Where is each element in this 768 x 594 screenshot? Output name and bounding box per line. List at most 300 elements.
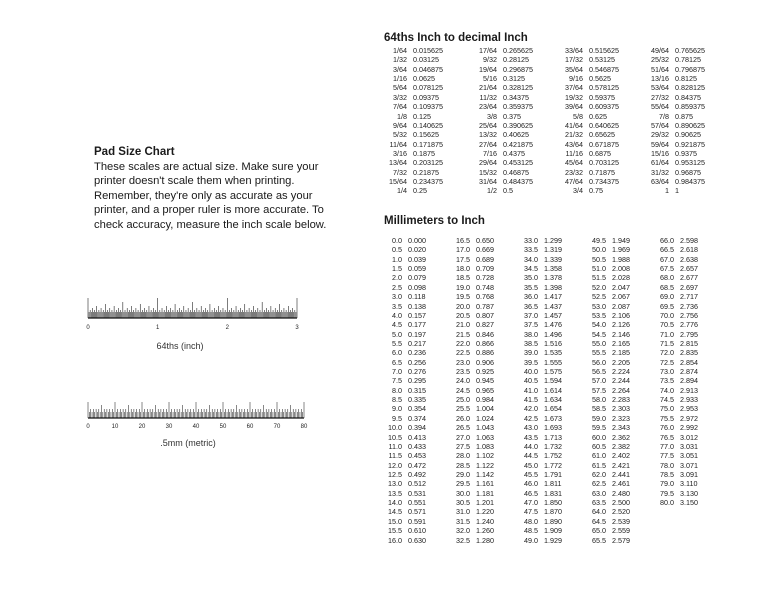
table-row [658, 376, 698, 385]
row-value: 2.303 [612, 404, 630, 414]
table-row [562, 74, 619, 83]
row-value: 1.083 [476, 441, 494, 451]
table-row [590, 470, 630, 479]
table-row [590, 302, 630, 311]
row-value: 3.091 [680, 469, 698, 479]
row-value: 1.772 [544, 460, 562, 470]
row-value: 0.709 [476, 264, 494, 274]
table-row [522, 386, 562, 395]
row-key: 52.0 [592, 282, 606, 292]
row-value: 0.4375 [503, 148, 525, 158]
table-row [648, 55, 705, 64]
row-key: 53.0 [592, 301, 606, 311]
row-key: 13.5 [388, 488, 402, 498]
metric-ruler [84, 400, 314, 432]
row-key: 3.0 [392, 292, 402, 302]
table-row [590, 442, 630, 451]
row-key: 47/64 [565, 177, 583, 187]
table-row [522, 395, 562, 404]
row-key: 19.0 [456, 282, 470, 292]
row-value: 3.012 [680, 432, 698, 442]
table-row [522, 489, 562, 498]
row-value: 0.046875 [413, 64, 443, 74]
mm-table-column [522, 236, 562, 545]
row-value: 0.236 [408, 348, 426, 358]
table-row [386, 140, 443, 149]
table-row [590, 498, 630, 507]
row-value: 0.421875 [503, 139, 533, 149]
row-value: 0.90625 [675, 130, 701, 140]
row-key: 40.5 [524, 376, 538, 386]
table-row [562, 158, 619, 167]
row-value: 2.598 [680, 236, 698, 245]
row-value: 1.732 [544, 441, 562, 451]
row-key: 42.5 [524, 413, 538, 423]
row-value: 0.965 [476, 385, 494, 395]
row-key: 74.0 [660, 385, 674, 395]
row-value: 0.630 [408, 535, 426, 545]
row-value: 1.831 [544, 488, 562, 498]
table-row [386, 358, 426, 367]
row-key: 40.0 [524, 367, 538, 377]
table-row [454, 517, 494, 526]
row-value: 2.047 [612, 282, 630, 292]
row-value: 0.625 [589, 111, 607, 121]
row-key: 65.0 [592, 526, 606, 536]
ruler-tick-label: 10 [111, 424, 119, 430]
row-value: 3.051 [680, 451, 698, 461]
row-key: 7/8 [659, 111, 669, 121]
table-row [386, 302, 426, 311]
row-value: 0.020 [408, 245, 426, 255]
row-value: 1.594 [544, 376, 562, 386]
row-key: 30.5 [456, 498, 470, 508]
row-value: 0.866 [476, 338, 494, 348]
table-row [386, 498, 426, 507]
row-key: 25/64 [479, 120, 497, 130]
table-row [454, 507, 494, 516]
row-value: 0.768 [476, 292, 494, 302]
table-row [454, 404, 494, 413]
table-row [386, 168, 443, 177]
row-key: 53/64 [651, 83, 669, 93]
row-value: 0.413 [408, 432, 426, 442]
row-key: 34.0 [524, 254, 538, 264]
row-key: 66.5 [660, 245, 674, 255]
row-key: 59.0 [592, 413, 606, 423]
table-row [658, 320, 698, 329]
table-row [522, 414, 562, 423]
row-value: 2.776 [680, 320, 698, 330]
row-key: 9/16 [569, 74, 583, 84]
row-key: 0.5 [392, 245, 402, 255]
table-row [476, 158, 533, 167]
row-key: 7/32 [393, 167, 407, 177]
row-value: 1.929 [544, 535, 562, 545]
row-key: 62.5 [592, 479, 606, 489]
row-key: 15/32 [479, 167, 497, 177]
table-row [590, 433, 630, 442]
table-row [562, 55, 619, 64]
table-row [590, 517, 630, 526]
table-row [562, 65, 619, 74]
row-value: 2.835 [680, 348, 698, 358]
ruler-tick-label: 70 [273, 424, 281, 430]
table-row [386, 46, 443, 55]
table-row [648, 140, 705, 149]
row-key: 60.5 [592, 441, 606, 451]
fraction-table-title: 64ths Inch to decimal Inch [384, 32, 528, 44]
table-row [476, 149, 533, 158]
table-row [658, 330, 698, 339]
row-key: 11/32 [479, 92, 497, 102]
row-key: 69.5 [660, 301, 674, 311]
row-key: 16.0 [388, 535, 402, 545]
row-key: 1 [665, 186, 669, 196]
table-row [562, 112, 619, 121]
row-key: 3/32 [393, 92, 407, 102]
table-row [522, 498, 562, 507]
row-key: 20.0 [456, 301, 470, 311]
ruler-tick-label: 0 [86, 424, 90, 430]
row-value: 0.875 [675, 111, 693, 121]
row-value: 2.146 [612, 329, 630, 339]
row-value: 2.008 [612, 264, 630, 274]
table-row [522, 507, 562, 516]
row-value: 2.185 [612, 348, 630, 358]
row-key: 18.0 [456, 264, 470, 274]
row-value: 0.394 [408, 423, 426, 433]
row-key: 47.5 [524, 507, 538, 517]
row-key: 31/32 [651, 167, 669, 177]
row-value: 0.984375 [675, 177, 705, 187]
row-key: 45/64 [565, 158, 583, 168]
row-key: 66.0 [660, 236, 674, 245]
row-value: 0.650 [476, 236, 494, 245]
table-row [386, 112, 443, 121]
row-value: 0.203125 [413, 158, 443, 168]
row-key: 54.0 [592, 320, 606, 330]
table-row [386, 442, 426, 451]
row-value: 3.150 [680, 498, 698, 508]
table-row [658, 358, 698, 367]
row-value: 1.890 [544, 516, 562, 526]
table-row [590, 423, 630, 432]
row-key: 24.0 [456, 376, 470, 386]
table-row [590, 358, 630, 367]
table-row [454, 423, 494, 432]
table-row [454, 489, 494, 498]
pad-size-title: Pad Size Chart [94, 146, 175, 158]
row-value: 2.559 [612, 526, 630, 536]
row-key: 46.0 [524, 479, 538, 489]
row-key: 29.0 [456, 469, 470, 479]
row-key: 38.5 [524, 338, 538, 348]
table-row [386, 404, 426, 413]
table-row [454, 330, 494, 339]
row-key: 27/32 [651, 92, 669, 102]
row-key: 61/64 [651, 158, 669, 168]
table-row [386, 65, 443, 74]
row-key: 76.5 [660, 432, 674, 442]
table-row [386, 273, 426, 282]
table-row [454, 376, 494, 385]
table-row [590, 526, 630, 535]
table-row [454, 451, 494, 460]
table-row [386, 433, 426, 442]
table-row [386, 414, 426, 423]
row-key: 72.0 [660, 348, 674, 358]
row-key: 16.5 [456, 236, 470, 245]
fraction-table-column [562, 46, 619, 196]
row-value: 2.579 [612, 535, 630, 545]
ruler-tick-label: 3 [295, 325, 299, 331]
mm-table-column [454, 236, 494, 545]
row-value: 0.079 [408, 273, 426, 283]
table-row [658, 395, 698, 404]
row-key: 8.0 [392, 385, 402, 395]
row-key: 29.5 [456, 479, 470, 489]
table-row [590, 330, 630, 339]
row-key: 37.0 [524, 310, 538, 320]
row-value: 2.264 [612, 385, 630, 395]
row-value: 1.339 [544, 254, 562, 264]
row-key: 52.5 [592, 292, 606, 302]
row-value: 0.34375 [503, 92, 529, 102]
row-value: 0.765625 [675, 46, 705, 55]
table-row [386, 55, 443, 64]
row-key: 26.0 [456, 413, 470, 423]
row-value: 0.886 [476, 348, 494, 358]
table-row [454, 264, 494, 273]
row-value: 1.673 [544, 413, 562, 423]
row-value: 2.815 [680, 338, 698, 348]
row-value: 1.102 [476, 451, 494, 461]
row-value: 0.140625 [413, 120, 443, 130]
row-key: 46.5 [524, 488, 538, 498]
table-row [658, 404, 698, 413]
row-value: 2.362 [612, 432, 630, 442]
row-key: 71.5 [660, 338, 674, 348]
table-row [590, 461, 630, 470]
row-key: 11.0 [388, 441, 402, 451]
row-key: 13/16 [651, 74, 669, 84]
ruler-tick-label: 0 [86, 325, 90, 331]
row-key: 41.5 [524, 395, 538, 405]
table-row [562, 102, 619, 111]
table-row [590, 273, 630, 282]
table-row [386, 489, 426, 498]
table-row [454, 479, 494, 488]
row-key: 44.5 [524, 451, 538, 461]
row-value: 1.201 [476, 498, 494, 508]
row-key: 22.0 [456, 338, 470, 348]
fraction-table [386, 46, 766, 198]
table-row [648, 121, 705, 130]
row-value: 0.296875 [503, 64, 533, 74]
row-key: 78.0 [660, 460, 674, 470]
row-value: 0.1875 [413, 148, 435, 158]
row-key: 11/64 [389, 139, 407, 149]
row-key: 68.0 [660, 273, 674, 283]
table-row [386, 236, 426, 245]
table-row [386, 292, 426, 301]
table-row [590, 414, 630, 423]
table-row [522, 536, 562, 545]
table-row [386, 74, 443, 83]
table-row [386, 451, 426, 460]
row-value: 1.358 [544, 264, 562, 274]
row-key: 3.5 [392, 301, 402, 311]
row-value: 0.5625 [589, 74, 611, 84]
row-key: 43/64 [565, 139, 583, 149]
table-row [590, 348, 630, 357]
row-key: 2.0 [392, 273, 402, 283]
table-row [658, 367, 698, 376]
row-key: 38.0 [524, 329, 538, 339]
table-row [658, 292, 698, 301]
row-value: 1.634 [544, 395, 562, 405]
row-value: 0.75 [589, 186, 603, 196]
row-key: 51.5 [592, 273, 606, 283]
row-value: 0.921875 [675, 139, 705, 149]
row-key: 31.0 [456, 507, 470, 517]
row-value: 1.240 [476, 516, 494, 526]
row-key: 43.5 [524, 432, 538, 442]
row-key: 73.5 [660, 376, 674, 386]
table-row [522, 423, 562, 432]
row-key: 15/16 [651, 148, 669, 158]
table-row [386, 255, 426, 264]
row-key: 37.5 [524, 320, 538, 330]
row-key: 43.0 [524, 423, 538, 433]
table-row [648, 177, 705, 186]
table-row [562, 46, 619, 55]
table-row [562, 140, 619, 149]
table-row [590, 245, 630, 254]
table-row [522, 461, 562, 470]
row-value: 0.315 [408, 385, 426, 395]
row-key: 28.5 [456, 460, 470, 470]
row-value: 0.669 [476, 245, 494, 255]
table-row [454, 348, 494, 357]
table-row [522, 292, 562, 301]
row-key: 61.0 [592, 451, 606, 461]
ruler-tick-label: 20 [138, 424, 146, 430]
row-key: 61.5 [592, 460, 606, 470]
row-value: 1.850 [544, 498, 562, 508]
row-key: 3/8 [487, 111, 497, 121]
row-value: 0.25 [413, 186, 427, 196]
row-value: 0.640625 [589, 120, 619, 130]
row-key: 1/8 [397, 111, 407, 121]
table-row [454, 292, 494, 301]
table-row [658, 302, 698, 311]
row-key: 64.0 [592, 507, 606, 517]
row-key: 20.5 [456, 310, 470, 320]
table-row [590, 320, 630, 329]
mm-table [386, 236, 766, 548]
table-row [522, 526, 562, 535]
table-row [658, 489, 698, 498]
row-value: 2.736 [680, 301, 698, 311]
row-key: 7.5 [392, 376, 402, 386]
row-key: 13/64 [389, 158, 407, 168]
row-key: 21/64 [479, 83, 497, 93]
row-value: 2.618 [680, 245, 698, 255]
row-value: 1.476 [544, 320, 562, 330]
table-row [522, 302, 562, 311]
row-key: 27.0 [456, 432, 470, 442]
row-key: 70.5 [660, 320, 674, 330]
table-row [386, 283, 426, 292]
row-key: 3/64 [393, 64, 407, 74]
row-value: 1.161 [476, 479, 494, 489]
table-row [454, 358, 494, 367]
row-key: 3/16 [393, 148, 407, 158]
row-key: 71.0 [660, 329, 674, 339]
row-value: 0.125 [413, 111, 431, 121]
row-value: 2.854 [680, 357, 698, 367]
row-value: 0.21875 [413, 167, 439, 177]
row-value: 0.945 [476, 376, 494, 386]
row-key: 21.0 [456, 320, 470, 330]
row-value: 2.205 [612, 357, 630, 367]
row-value: 1.516 [544, 338, 562, 348]
row-value: 1.260 [476, 526, 494, 536]
row-key: 12.5 [388, 469, 402, 479]
table-row [590, 479, 630, 488]
table-row [522, 470, 562, 479]
row-value: 1.535 [544, 348, 562, 358]
row-value: 0.472 [408, 460, 426, 470]
row-key: 23/32 [565, 167, 583, 177]
row-key: 75.5 [660, 413, 674, 423]
row-key: 27.5 [456, 441, 470, 451]
table-row [562, 121, 619, 130]
table-row [476, 112, 533, 121]
table-row [590, 507, 630, 516]
row-key: 19.5 [456, 292, 470, 302]
row-value: 0.734375 [589, 177, 619, 187]
row-key: 33/64 [565, 46, 583, 55]
row-value: 0.787 [476, 301, 494, 311]
table-row [658, 470, 698, 479]
row-key: 58.0 [592, 395, 606, 405]
row-key: 18.5 [456, 273, 470, 283]
row-key: 53.5 [592, 310, 606, 320]
row-value: 2.638 [680, 254, 698, 264]
row-value: 0.828125 [675, 83, 705, 93]
table-row [658, 498, 698, 507]
row-value: 1.220 [476, 507, 494, 517]
row-value: 0.890625 [675, 120, 705, 130]
row-value: 2.913 [680, 385, 698, 395]
table-row [522, 358, 562, 367]
row-value: 0.546875 [589, 64, 619, 74]
row-value: 0.578125 [589, 83, 619, 93]
row-value: 0.234375 [413, 177, 443, 187]
row-key: 56.5 [592, 367, 606, 377]
row-value: 2.795 [680, 329, 698, 339]
row-key: 15.0 [388, 516, 402, 526]
table-row [454, 311, 494, 320]
row-key: 78.5 [660, 469, 674, 479]
row-value: 0.217 [408, 338, 426, 348]
table-row [648, 149, 705, 158]
row-value: 0.512 [408, 479, 426, 489]
row-value: 0.335 [408, 395, 426, 405]
